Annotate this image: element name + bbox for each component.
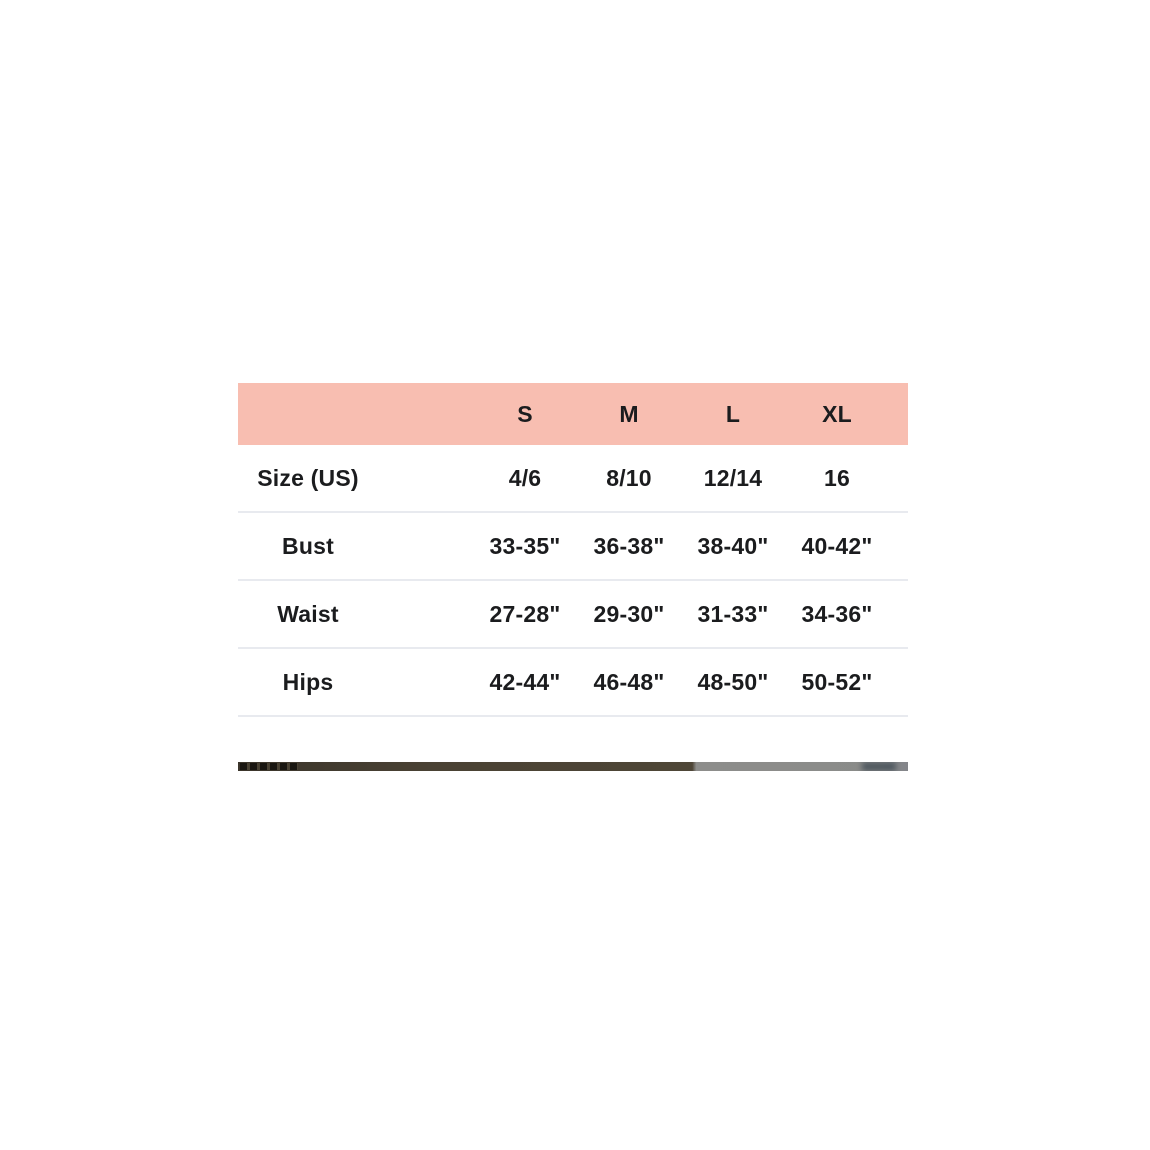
table-row-bust [238, 513, 908, 581]
table-row-hips [238, 649, 908, 717]
cell-bust-l: 38-40" [697, 532, 769, 559]
cell-size-s: 4/6 [508, 464, 542, 491]
header-cell-s: S [517, 400, 533, 427]
table-row-size-us [238, 445, 908, 513]
cell-hips-l: 48-50" [697, 668, 769, 695]
row-label: Waist [277, 600, 339, 627]
cell-size-l: 12/14 [703, 464, 763, 491]
photo-strip-dark-marks [240, 763, 298, 770]
cell-hips-xl: 50-52" [801, 668, 873, 695]
table-row-waist [238, 581, 908, 649]
cell-bust-m: 36-38" [593, 532, 665, 559]
header-cell-l: L [725, 400, 741, 427]
cell-waist-xl: 34-36" [801, 600, 873, 627]
cell-bust-xl: 40-42" [801, 532, 873, 559]
cell-waist-s: 27-28" [489, 600, 561, 627]
cell-size-xl: 16 [824, 464, 850, 491]
header-cell-xl: XL [822, 400, 852, 427]
cell-waist-l: 31-33" [697, 600, 769, 627]
photo-strip-smudge [862, 762, 896, 771]
row-label: Size (US) [257, 464, 359, 491]
size-chart-table [238, 383, 908, 717]
row-label: Bust [282, 532, 334, 559]
cropped-photo-top-edge [238, 762, 908, 771]
row-label: Hips [282, 668, 334, 695]
cell-size-m: 8/10 [606, 464, 652, 491]
header-cell-m: M [619, 400, 639, 427]
cell-waist-m: 29-30" [593, 600, 665, 627]
size-chart-header-row [238, 383, 908, 445]
cell-hips-m: 46-48" [593, 668, 665, 695]
cell-bust-s: 33-35" [489, 532, 561, 559]
cell-hips-s: 42-44" [489, 668, 561, 695]
